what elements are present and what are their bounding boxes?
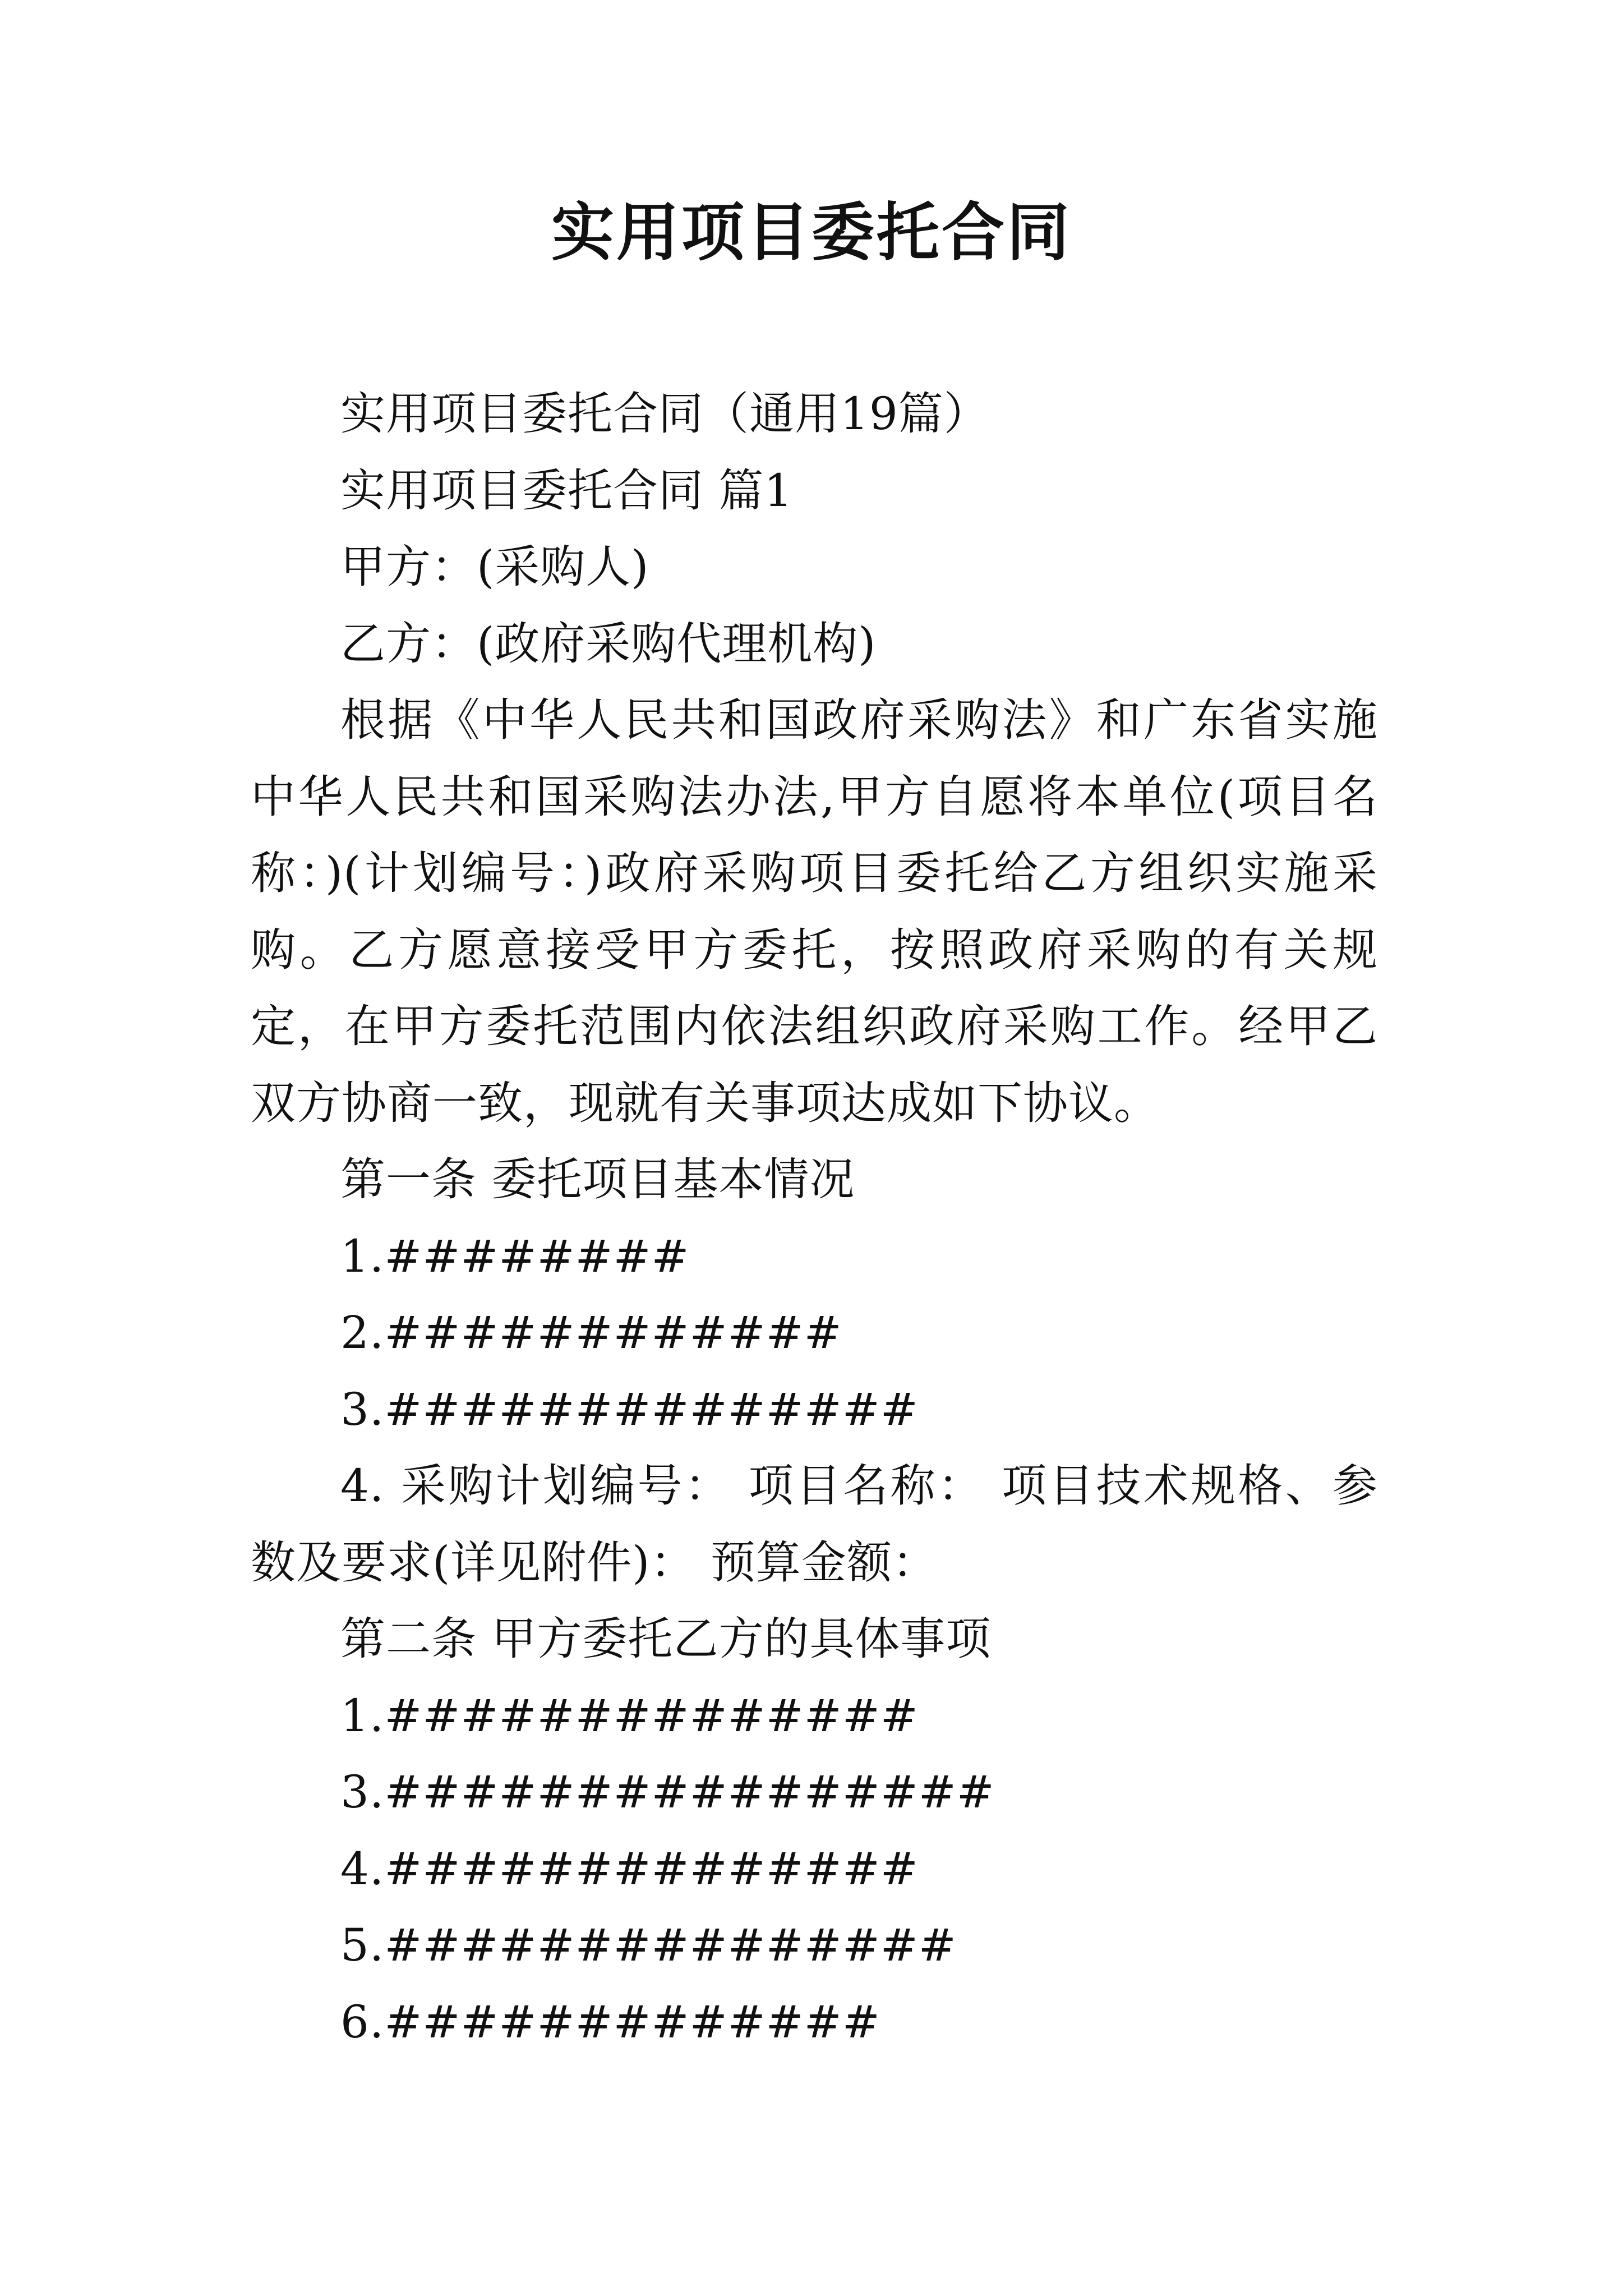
article-2-item-4: 4.############## (340, 1842, 919, 1895)
party-a-line: 甲方：(采购人) (340, 541, 649, 593)
article-2-item-6: 6.############# (340, 1995, 880, 2048)
section-heading-part-1: 实用项目委托合同 篇1 (340, 464, 794, 517)
party-b-line: 乙方：(政府采购代理机构) (340, 617, 877, 670)
article-1-item-4: 4. 采购计划编号： 项目名称： 项目技术规格、参数及要求(详见附件)： 预算金额： (251, 1460, 1378, 1589)
article-1-item-2: 2.############ (340, 1306, 842, 1359)
article-1-heading: 第一条 委托项目基本情况 (340, 1153, 855, 1205)
document-subtitle: 实用项目委托合同（通用19篇） (340, 388, 989, 440)
preamble-paragraph: 根据《中华人民共和国政府采购法》和广东省实施中华人民共和国采购法办法,甲方自愿将本单位(项目名称：)(计划编号：)政府采购项目委托给乙方组织实施采购。乙方愿意接受甲方委托，按照政府采购的有关规定，在甲方委托范围内依法组织政府采购工作。经甲乙双方协商一致，现就有关事项达成如下协议。 (251, 694, 1378, 1129)
article-2-item-3: 3.################ (340, 1766, 995, 1818)
document-body (251, 376, 1378, 2060)
article-1-item-1: 1.######## (340, 1230, 690, 1282)
article-2-item-1: 1.############## (340, 1689, 919, 1742)
article-2-heading: 第二条 甲方委托乙方的具体事项 (340, 1613, 992, 1665)
article-1-item-3: 3.############## (340, 1383, 919, 1435)
article-2-item-5: 5.############### (340, 1919, 957, 1971)
document-title: 实用项目委托合同 (551, 196, 1072, 269)
